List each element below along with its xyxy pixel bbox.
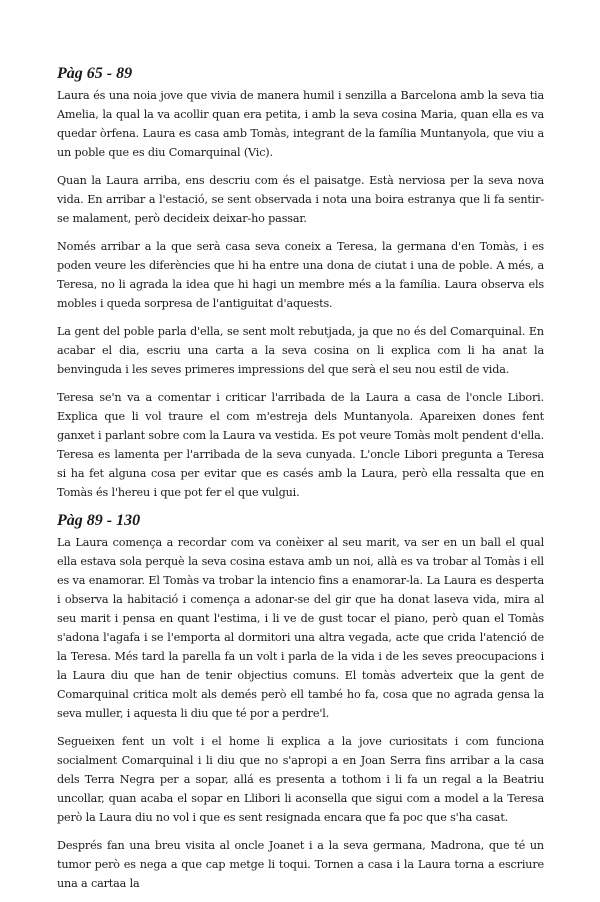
paragraph: Després fan una breu visita al oncle Joanet i a la seva germana, Madrona, que té un tumor però es nega a que cap metge li toqui. Tornen a casa i la Laura torna a escriure una a cartaa la xyxy=(57,839,544,890)
section-heading: Pàg 89 - 130 xyxy=(57,512,141,529)
paragraph: Segueixen fent un volt i el home li explica a la jove curiositats i com funciona socialment Comarquinal i li diu que no s'apropi a en Joan Serra fins arribar a la casa dels Terra Negra per a sopar, allá es presenta a tothom i li fa un regal a la Beatriu uncollar, quan acaba el sopar en Llibori li aconsella que sigui com a model a la Teresa però la Laura diu no vol i que es sent resignada encara que fa poc que s'ha casat. xyxy=(57,735,544,824)
paragraph: Laura és una noia jove que vivia de manera humil i senzilla a Barcelona amb la seva tia Amelia, la qual la va acollir quan era petita, i amb la seva cosina Maria, quan ella es va quedar òrfena. Laura es casa amb Tomàs, integrant de la família Muntanyola, que viu a un poble que es diu Comarquinal (Vic). xyxy=(57,89,544,159)
section-pag-89-130 xyxy=(57,511,544,893)
paragraph: La Laura comença a recordar com va conèixer al seu marit, va ser en un ball el qual ella estava sola perquè la seva cosina estava amb un noi, allà es va trobar al Tomàs i ell es va enamorar. El Tomàs va trobar la intencio fins a enamorar-la. La Laura es desperta i observa la habitació i comença a adonar-se del gir que ha donat laseva vida, mira al seu marit i pensa en quant l'estima, i li ve de gust tocar el piano, però quan el Tomàs s'adona l'agafa i se l'emporta al dormitori una altra vegada, acte que crida l'atenció de la Teresa. Més tard la parella fa un volt i parla de la vida i de les seves preocupacions i la Laura diu que han de tenir objectius comuns. El tomàs adverteix que la gent de Comarquinal critica molt als demés però ell també ho fa, cosa que no agrada gensa la seva muller, i aquesta li diu que té por a perdre'l. xyxy=(57,536,544,720)
paragraph: Quan la Laura arriba, ens descriu com és el paisatge. Està nerviosa per la seva nova vida. En arribar a l'estació, se sent observada i nota una boira estranya que li fa sentir-se malament, però decideix deixar-ho passar. xyxy=(57,174,544,225)
document-page xyxy=(57,64,544,902)
paragraph: La gent del poble parla d'ella, se sent molt rebutjada, ja que no és del Comarquinal. En acabar el dia, escriu una carta a la seva cosina on li explica com li ha anat la benvinguda i les seves primeres impressions del que serà el seu nou estil de vida. xyxy=(57,325,544,376)
section-heading: Pàg 65 - 89 xyxy=(57,65,133,82)
paragraph: Teresa se'n va a comentar i criticar l'arribada de la Laura a casa de l'oncle Libori. Explica que li vol traure el com m'estreja dels Muntanyola. Apareixen dones fent ganxet i parlant sobre com la Laura va vestida. Es pot veure Tomàs molt pendent d'ella. Teresa es lamenta per l'arribada de la seva cunyada. L'oncle Libori pregunta a Teresa si ha fet alguna cosa per evitar que es casés amb la Laura, però ella ressalta que en Tomàs és l'hereu i que pot fer el que vulgui. xyxy=(57,391,544,499)
paragraph: Només arribar a la que serà casa seva coneix a Teresa, la germana d'en Tomàs, i es poden veure les diferències que hi ha entre una dona de ciutat i una de poble. A més, a Teresa, no li agrada la idea que hi hagi un membre més a la família. Laura observa els mobles i queda sorpresa de l'antiguitat d'aquests. xyxy=(57,240,544,310)
section-pag-65-89 xyxy=(57,64,544,502)
